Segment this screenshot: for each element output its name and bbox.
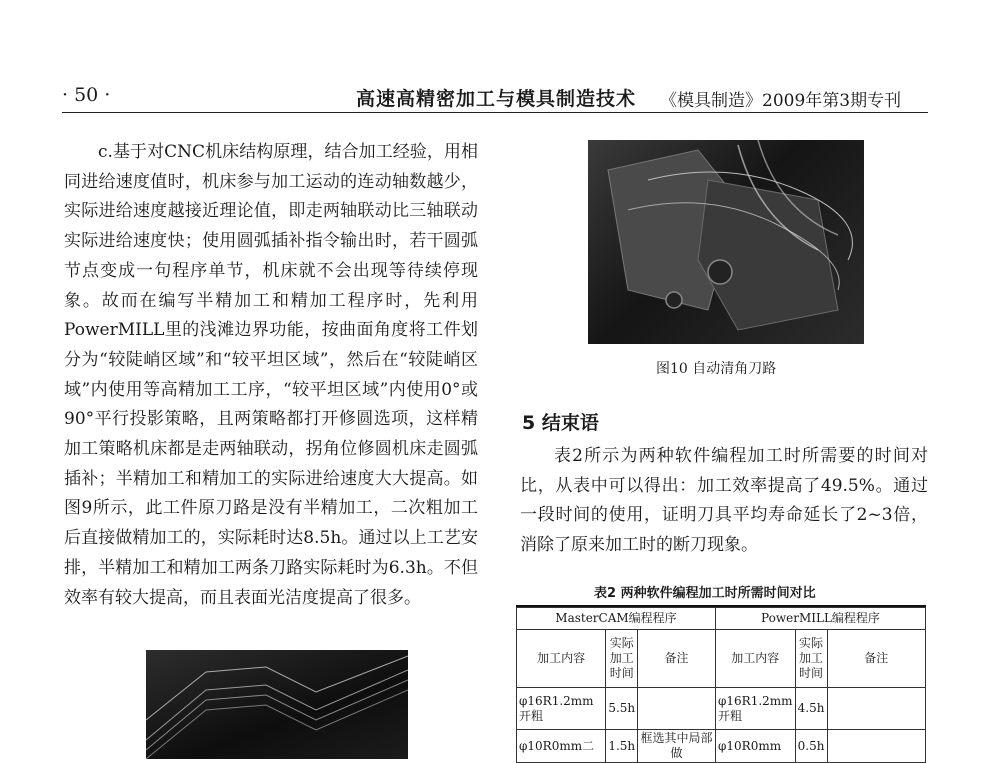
group-header-powermill: PowerMILL编程程序 — [715, 608, 925, 630]
page-number: · 50 · — [62, 84, 111, 106]
table-cell: φ16R1.2mm开粗 — [517, 688, 606, 730]
table-row — [517, 730, 926, 763]
table-cell: φ10R0mm二 — [517, 730, 606, 763]
column-header: 实际加工时间 — [606, 630, 638, 688]
table-cell: φ16R1.2mm开粗 — [715, 688, 795, 730]
body-paragraph-right: 表2所示为两种软件编程加工时所需要的时间对比，从表中可以得出：加工效率提高了49.5%。通过一段时间的使用，证明刀具平均寿命延长了2~3倍，消除了原来加工时的断刀现象。 — [520, 446, 928, 556]
table-cell: 5.5h — [606, 688, 638, 730]
figure-10-toolpath-image — [588, 140, 864, 344]
column-header: 备注 — [827, 630, 925, 688]
table-cell: 框选其中局部做 — [638, 730, 716, 763]
journal-name: 《模具制造》2009年第3期专刊 — [660, 91, 902, 111]
column-header: 备注 — [638, 630, 716, 688]
table-cell: 1.5h — [606, 730, 638, 763]
column-header: 加工内容 — [517, 630, 606, 688]
table-cell: 0.5h — [795, 730, 827, 763]
table-cell — [638, 688, 716, 730]
figure-9-toolpath-image — [146, 650, 408, 759]
figure-10-caption: 图10 自动清角刀路 — [656, 361, 777, 377]
running-title: 高速高精密加工与模具制造技术 — [356, 88, 637, 110]
table-2-caption: 表2 两种软件编程加工时所需时间对比 — [594, 586, 816, 601]
table-cell — [827, 730, 925, 763]
table-row — [517, 688, 926, 730]
table-cell: 4.5h — [795, 688, 827, 730]
table-2 — [516, 607, 926, 763]
table-cell — [827, 688, 925, 730]
body-paragraph-left: c.基于对CNC机床结构原理，结合加工经验，用相同进给速度值时，机床参与加工运动的连动轴数越少，实际进给速度越接近理论值，即走两轴联动比三轴联动实际进给速度快；使用圆弧插补指令输出时，若干圆弧节点变成一句程序单节，机床就不会出现等待续停现象。故而在编写半精加工和精加工程序时，先利用PowerMILL里的浅滩边界功能，按曲面角度将工件划分为“较陡峭区域”和“较平坦区域”，然后在“较陡峭区域”内使用等高精加工工序，“较平坦区域”内使用0°或90°平行投影策略，且两策略都打开修圆选项，这样精加工策略机床都是走两轴联动，拐角位修圆机床走圆弧插补；半精加工和精加工的实际进给速度大大提高。如图9所示，此工件原刀路是没有半精加工，二次粗加工后直接做精加工的，实际耗时达8.5h。通过以上工艺安排，半精加工和精加工两条刀路实际耗时为6.3h。不但效率有较大提高，而且表面光洁度提高了很多。 — [64, 142, 478, 608]
header-rule — [62, 112, 928, 113]
column-header: 加工内容 — [715, 630, 795, 688]
column-header: 实际加工时间 — [795, 630, 827, 688]
section-5-title: 5 结束语 — [522, 412, 599, 434]
table-cell: φ10R0mm — [715, 730, 795, 763]
group-header-mastercam: MasterCAM编程程序 — [517, 608, 716, 630]
